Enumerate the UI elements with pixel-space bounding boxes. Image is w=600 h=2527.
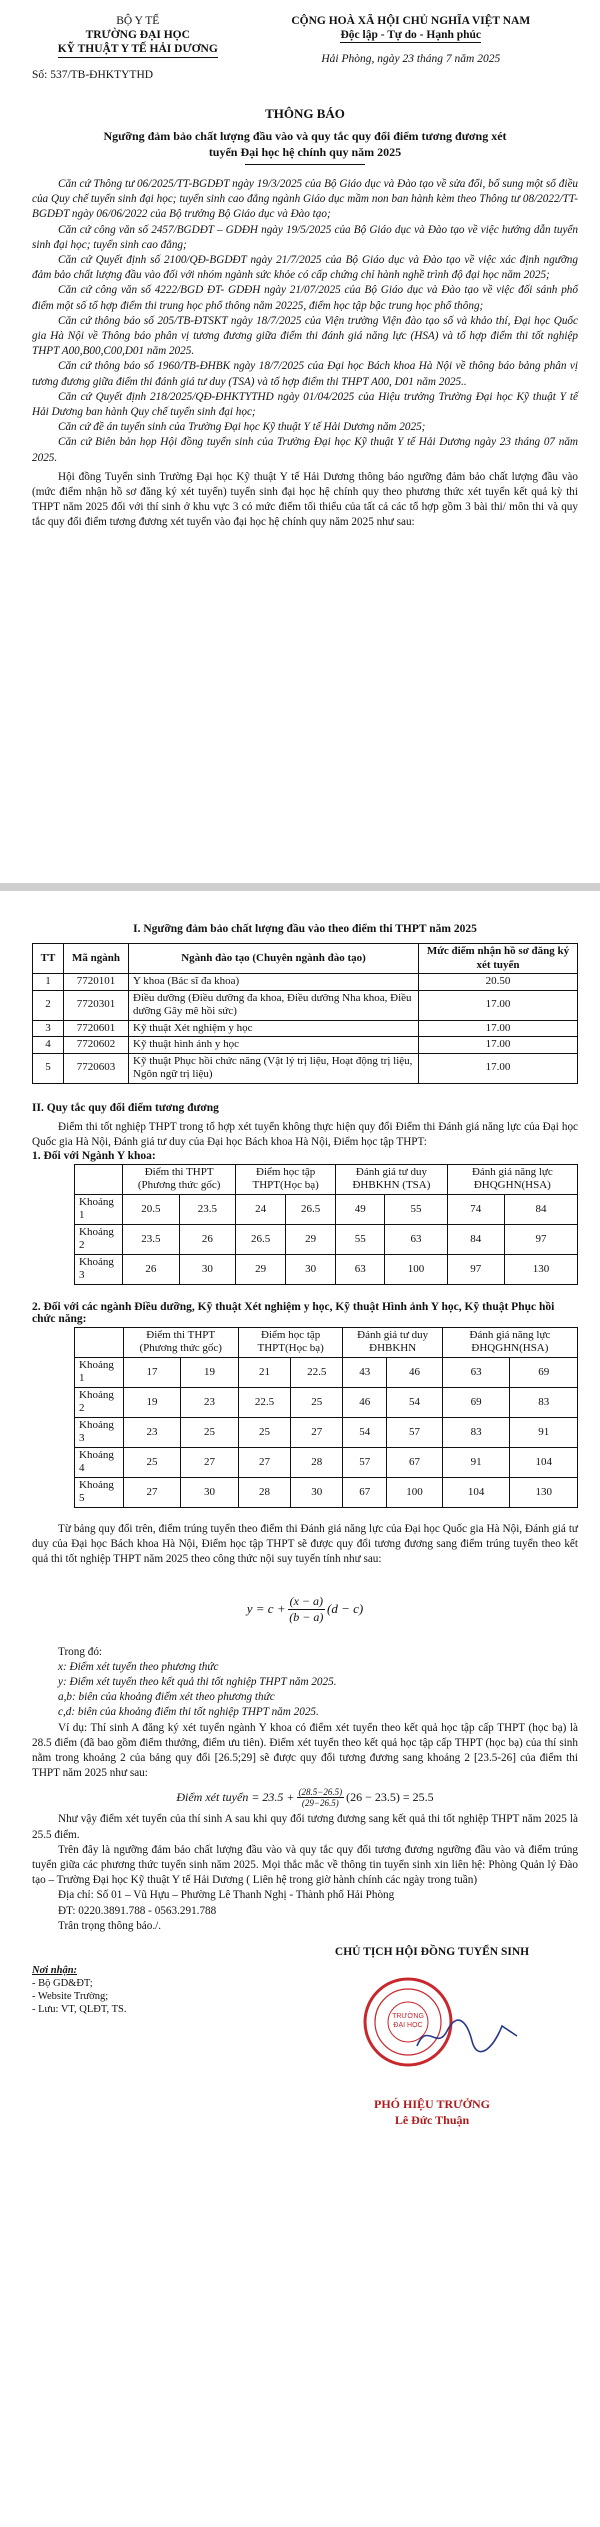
table-header-row [75, 1327, 578, 1357]
table-cell: 69 [510, 1357, 578, 1387]
table-cell: 63 [385, 1224, 448, 1254]
table-cell: 91 [442, 1447, 510, 1477]
header-cell: Đánh giá tư duy ĐHBKHN [343, 1327, 442, 1357]
table-cell: 97 [447, 1254, 504, 1284]
calc-denominator: (29−26.5) [301, 1798, 339, 1809]
formula-fraction [288, 1594, 325, 1625]
other-majors-conversion-table [74, 1327, 578, 1508]
table-cell: 7720602 [64, 1037, 129, 1054]
legal-basis [32, 177, 578, 466]
table-cell: Kỹ thuật Phục hồi chức năng (Vật lý trị liệu, Hoạt động trị liệu, Ngôn ngữ trị liệu) [129, 1053, 419, 1083]
table-cell: 23 [123, 1417, 181, 1447]
table-cell: 7720603 [64, 1053, 129, 1083]
table-cell: 91 [510, 1417, 578, 1447]
document-number: Số: 537/TB-ĐHKTYTHD [32, 69, 154, 81]
table-cell: 19 [123, 1387, 181, 1417]
document-header [32, 14, 578, 82]
table-cell: 67 [343, 1477, 387, 1507]
table-cell: 25 [181, 1417, 239, 1447]
recipient-item: - Bộ GD&ĐT; [32, 1977, 93, 1989]
signer-name: Lê Đức Thuận [394, 2112, 470, 2127]
table-cell: 23.5 [179, 1194, 235, 1224]
table-cell: 5 [33, 1053, 64, 1083]
table-cell: 57 [343, 1447, 387, 1477]
basis-item: Căn cứ thông báo số 1960/TB-ĐHBK ngày 18/7/2025 của Đại học Bách khoa Hà Nội về thông báo bảng phân vị tương đương giữa điểm thi đánh giá tư duy (TSA) và tổ hợp điểm thi THPT A00, D01 năm 2025.. [32, 360, 578, 388]
table-cell: 27 [181, 1447, 239, 1477]
basis-item: Căn cứ Quyết định số 2100/QĐ-BGDĐT ngày 21/7/2025 của Bộ Giáo dục và Đào tạo về việc xác định ngưỡng đảm bảo chất lượng đầu vào đối với nhóm ngành sức khỏe có cấp chứng chỉ hành nghề trình độ đại học năm 2025; [32, 254, 578, 282]
table-cell: 130 [510, 1477, 578, 1507]
interpolation-formula [32, 1594, 578, 1625]
table-row [75, 1254, 578, 1284]
table-cell: 57 [387, 1417, 443, 1447]
table-cell: 26.5 [286, 1194, 336, 1224]
table-cell: 30 [286, 1254, 336, 1284]
table-cell: 130 [504, 1254, 577, 1284]
table-row [75, 1477, 578, 1507]
medicine-subheading: 1. Đối với Ngành Y khoa: [32, 1149, 156, 1162]
notice-paragraph: Trên đây là ngưỡng đảm bảo chất lượng đầu vào và quy tắc quy đổi tương đương ngưỡng đầu vào và điểm trúng tuyển giữa các phương thức tuyển sinh năm 2025. Mọi thắc mắc về thông tin tuyển sinh xin liên hệ: Phòng Quản lý Đào tạo – Trường Đại học Kỹ thuật Y tế Hải Dương ( Liên hệ trong giờ hành chính các ngày trong tuần) [32, 1843, 578, 1887]
header-cell: Ngành đào tạo (Chuyên ngành đào tạo) [129, 944, 419, 974]
example-calculation [32, 1787, 578, 1808]
header-cell: Điểm thi THPT (Phương thức gốc) [123, 1164, 236, 1194]
recipients-block [32, 1964, 126, 2016]
table-row [75, 1417, 578, 1447]
table-cell: 49 [336, 1194, 385, 1224]
recipient-item: - Lưu: VT, QLĐT, TS. [32, 2003, 127, 2015]
calc-rhs: (26 − 23.5) = 25.5 [346, 1790, 434, 1805]
table-cell: Khoảng 3 [75, 1417, 124, 1447]
legend-item: c,d: biên của khoảng điểm thi tốt nghiệp THPT năm 2025. [58, 1706, 319, 1719]
table-cell: Điều dưỡng (Điều dưỡng đa khoa, Điều dưỡng Nha khoa, Điều dưỡng Gây mê hồi sức) [129, 990, 419, 1020]
table-cell: 24 [236, 1194, 286, 1224]
table-cell: 22.5 [291, 1357, 343, 1387]
document-subtitle: Ngưỡng đảm bảo chất lượng đầu vào và quy tắc quy đổi điểm tương đương xét tuyển Đại học hệ chính quy năm 2025 [103, 129, 507, 159]
table-row [75, 1387, 578, 1417]
table-cell: 23.5 [123, 1224, 179, 1254]
table-cell: 30 [181, 1477, 239, 1507]
table-cell: 74 [447, 1194, 504, 1224]
table-cell: 29 [236, 1254, 286, 1284]
table-cell: 28 [291, 1447, 343, 1477]
table-cell: 25 [123, 1447, 181, 1477]
table-cell: 25 [238, 1417, 290, 1447]
header-cell: Đánh giá năng lực ĐHQGHN(HSA) [447, 1164, 577, 1194]
table-cell: 4 [33, 1037, 64, 1054]
table-cell: 23 [181, 1387, 239, 1417]
table-row [33, 990, 578, 1020]
regards-line: Trân trọng thông báo./. [58, 1919, 162, 1932]
header-cell: Điểm thi THPT (Phương thức gốc) [123, 1327, 238, 1357]
table-cell: Kỹ thuật Xét nghiệm y học [129, 1020, 419, 1037]
issuer-block [32, 14, 244, 82]
table-cell: 22.5 [238, 1387, 290, 1417]
table-cell: 83 [510, 1387, 578, 1417]
recipient-item: - Website Trường; [32, 1990, 109, 2002]
ministry-name: BỘ Y TẾ [116, 15, 160, 27]
calc-numerator: (28.5−26.5) [298, 1787, 343, 1798]
table-cell: 104 [442, 1477, 510, 1507]
table-cell: 7720101 [64, 974, 129, 991]
table-cell: 25 [291, 1387, 343, 1417]
table-cell: 84 [504, 1194, 577, 1224]
calc-fraction [297, 1787, 345, 1808]
table-cell: 54 [343, 1417, 387, 1447]
table-cell: 67 [387, 1447, 443, 1477]
table-cell: 26.5 [236, 1224, 286, 1254]
table-cell: 21 [238, 1357, 290, 1387]
table-cell: Khoảng 1 [75, 1194, 123, 1224]
table-cell: 20.5 [123, 1194, 179, 1224]
table-row [33, 974, 578, 991]
formula-lhs: y = c + [246, 1601, 286, 1617]
table-cell: 17.00 [419, 1020, 578, 1037]
table-cell: 29 [286, 1224, 336, 1254]
table-cell: 27 [291, 1417, 343, 1447]
section2-paragraph: Điểm thi tốt nghiệp THPT trong tổ hợp xét tuyển không thực hiện quy đổi Điểm thi Đánh giá năng lực của Đại học Quốc gia Hà Nội, Đánh giá tư duy của Đại học Bách khoa Hà Nội, Điểm học tập THPT: [32, 1120, 578, 1148]
conversion-explanation: Từ bảng quy đổi trên, điểm trúng tuyển theo điểm thi Đánh giá năng lực của Đại học Quốc gia Hà Nội, Đánh giá tư duy của Đại học Bách khoa Hà Nội, Điểm học tập THPT sẽ được quy đổi tương đương sang điểm trúng tuyển theo kết quả thi tốt nghiệp THPT năm 2025 theo công thức nội suy tuyến tính như sau: [32, 1522, 578, 1566]
example-paragraph: Ví dụ: Thí sinh A đăng ký xét tuyển ngành Y khoa có điểm xét tuyển theo kết quả học tập cấp THPT (học bạ) là 28.5 điểm (đã bao gồm điểm thưởng, điểm ưu tiên). Điểm xét tuyển theo kết quả học tập cấp THPT (học bạ) của thí sinh nằm trong khoảng 2 của bảng quy đổi [26.5;29] sẽ được quy đổi tương đương sang khoảng 2 [23.5-26] của điểm thi THPT năm 2025 như sau: [32, 1721, 578, 1780]
table-cell: 19 [181, 1357, 239, 1387]
school-name-line2: KỸ THUẬT Y TẾ HẢI DƯƠNG [58, 42, 218, 58]
table-cell: 1 [33, 974, 64, 991]
table-cell: 63 [336, 1254, 385, 1284]
table-header-row [33, 944, 578, 974]
table-cell: 26 [179, 1224, 235, 1254]
table-cell: 83 [442, 1417, 510, 1447]
table-row [75, 1357, 578, 1387]
basis-item: Căn cứ Biên bản họp Hội đồng tuyển sinh của Trường Đại học Kỹ thuật Y tế Hải Dương ngày 23 tháng 07 năm 2025. [32, 436, 578, 464]
basis-item: Căn cứ công văn số 4222/BGD ĐT- GDĐH ngày 21/07/2025 của Bộ Giáo dục và Đào tạo về việc đối sánh phổ điểm một số tổ hợp điểm thi trung học phổ thông năm 20225, điểm học tập bậc trung học phổ thông; [32, 284, 578, 312]
place-date: Hải Phòng, ngày 23 tháng 7 năm 2025 [321, 53, 501, 65]
legend-item: x: Điểm xét tuyển theo phương thức [58, 1660, 219, 1673]
other-majors-subheading: 2. Đối với các ngành Điều dưỡng, Kỹ thuật Xét nghiệm y học, Kỹ thuật Hình ảnh Y học, Kỹ thuật Phục hồi chức năng: [32, 1300, 555, 1325]
national-motto: Độc lập - Tự do - Hạnh phúc [340, 29, 482, 41]
intro-paragraph: Hội đồng Tuyển sinh Trường Đại học Kỹ thuật Y tế Hải Dương thông báo ngưỡng đảm bảo chất lượng đầu vào (mức điểm nhận hồ sơ đăng ký xét tuyển) tuyển sinh đại học hệ chính quy theo phương thức xét tuyển kết quả kỳ thi THPT năm 2025 đối với thí sinh ở khu vực 3 có mức điểm tối thiểu của tất cả các tổ hợp gồm 3 bài thi/ môn thi và quy tắc quy đổi điểm tương đương xét tuyển vào đại học hệ chính quy năm 2025 như sau: [32, 470, 578, 529]
legend-item: y: Điểm xét tuyển theo kết quả thi tốt nghiệp THPT năm 2025. [58, 1675, 337, 1688]
table-cell: Khoảng 1 [75, 1357, 124, 1387]
legend-label: Trong đó: [58, 1645, 103, 1658]
table-cell: 26 [123, 1254, 179, 1284]
table-cell: Kỹ thuật hình ảnh y học [129, 1037, 419, 1054]
table-row [75, 1447, 578, 1477]
table-cell: 104 [510, 1447, 578, 1477]
table-row [75, 1194, 578, 1224]
signer-title: PHÓ HIỆU TRƯỞNG [373, 2096, 490, 2111]
table-cell: 28 [238, 1477, 290, 1507]
table-cell: 54 [387, 1387, 443, 1417]
table-cell: 55 [336, 1224, 385, 1254]
table-cell: 30 [291, 1477, 343, 1507]
table-cell: 20.50 [419, 974, 578, 991]
table-cell: Khoảng 3 [75, 1254, 123, 1284]
header-cell: Mã ngành [64, 944, 129, 974]
document-title: THÔNG BÁO [265, 106, 345, 121]
address-line: Địa chỉ: Số 01 – Vũ Hựu – Phường Lê Thanh Nghị - Thành phố Hải Phòng [58, 1889, 395, 1902]
table-cell: 2 [33, 990, 64, 1020]
table-cell: 84 [447, 1224, 504, 1254]
table-cell: 55 [385, 1194, 448, 1224]
national-header [244, 14, 578, 82]
committee-title: CHỦ TỊCH HỘI ĐỒNG TUYỂN SINH [334, 1945, 530, 1958]
table-cell: 27 [123, 1477, 181, 1507]
header-cell: Điểm học tập THPT(Học bạ) [236, 1164, 336, 1194]
calc-lhs: Điểm xét tuyển = 23.5 + [176, 1790, 295, 1805]
table-cell: Khoảng 2 [75, 1387, 124, 1417]
handwritten-signature [412, 2016, 522, 2056]
medicine-conversion-table [74, 1164, 578, 1285]
table-header-row [75, 1164, 578, 1194]
table-cell: 46 [387, 1357, 443, 1387]
table-cell: Khoảng 5 [75, 1477, 124, 1507]
table-cell: 43 [343, 1357, 387, 1387]
basis-item: Căn cứ Quyết định 218/2025/QĐ-ĐHKTYTHD ngày 01/04/2025 của Hiệu trưởng Trường Đại học Kỹ thuật Y tế Hải Dương ban hành Quy chế tuyển sinh đại học; [32, 390, 578, 419]
table-cell: 63 [442, 1357, 510, 1387]
table-cell: 17 [123, 1357, 181, 1387]
table-cell: 17.00 [419, 1037, 578, 1054]
signature-block [32, 1946, 578, 2176]
section2-heading: II. Quy tắc quy đổi điểm tương đương [32, 1101, 219, 1114]
basis-item: Căn cứ công văn số 2457/BGDĐT – GDĐH ngày 19/5/2025 của Bộ Giáo dục và Đào tạo về việc hướng dẫn tuyển sinh đại học; tuyển sinh cao đẳng; [32, 223, 578, 251]
page-2 [0, 883, 600, 2527]
formula-legend [32, 1645, 578, 1721]
table-cell: 7720601 [64, 1020, 129, 1037]
table-cell: 17.00 [419, 990, 578, 1020]
section1-heading: I. Ngưỡng đảm bảo chất lượng đầu vào theo điểm thi THPT năm 2025 [133, 923, 477, 935]
table-cell: 17.00 [419, 1053, 578, 1083]
table-row [33, 1037, 578, 1054]
formula-numerator: (x − a) [289, 1593, 324, 1608]
header-cell [75, 1164, 123, 1194]
basis-item: Căn cứ đề án tuyển sinh của Trường Đại học Kỹ thuật Y tế Hải Dương năm 2025; [58, 421, 426, 434]
phone-line: ĐT: 0220.3891.788 - 0563.291.788 [58, 1904, 217, 1917]
legend-item: a,b: biên của khoảng điểm xét theo phương thức [58, 1691, 275, 1704]
basis-item: Căn cứ Thông tư 06/2025/TT-BGDĐT ngày 19/3/2025 của Bộ Giáo dục và Đào tạo về sửa đổi, bổ sung một số điều của Quy chế tuyển sinh đại học; tuyển sinh cao đẳng ngành Giáo dục mầm non ban hành kèm theo Thông tư 08/2022/TT-BGDĐT ngày 06/06/2022 của Bộ trưởng Bộ Giáo dục và Đào tạo; [32, 178, 578, 221]
table-cell: 69 [442, 1387, 510, 1417]
table-row [33, 1053, 578, 1083]
title-rule [245, 164, 365, 165]
threshold-table [32, 943, 578, 1084]
table-cell: 100 [387, 1477, 443, 1507]
table-cell: Khoảng 4 [75, 1447, 124, 1477]
header-cell: Điểm học tập THPT(Học bạ) [238, 1327, 343, 1357]
table-cell: 97 [504, 1224, 577, 1254]
table-cell: 3 [33, 1020, 64, 1037]
formula-rhs: (d − c) [327, 1601, 364, 1617]
table-cell: 7720301 [64, 990, 129, 1020]
table-cell: Khoảng 2 [75, 1224, 123, 1254]
table-row [75, 1224, 578, 1254]
svg-text:ĐẠI HỌC: ĐẠI HỌC [393, 2021, 423, 2029]
school-name-line1: TRƯỜNG ĐẠI HỌC [85, 29, 190, 41]
signer-info [282, 2096, 582, 2128]
recipients-label: Nơi nhận: [32, 1964, 78, 1976]
table-cell: 100 [385, 1254, 448, 1284]
table-cell: 46 [343, 1387, 387, 1417]
header-cell: Mức điểm nhận hồ sơ đăng ký xét tuyển [419, 944, 578, 974]
table-cell: 30 [179, 1254, 235, 1284]
header-cell: TT [33, 944, 64, 974]
table-cell: 27 [238, 1447, 290, 1477]
svg-text:TRƯỜNG: TRƯỜNG [392, 2012, 424, 2020]
header-cell: Đánh giá tư duy ĐHBKHN (TSA) [336, 1164, 447, 1194]
country-name: CỘNG HOÀ XÃ HỘI CHỦ NGHĨA VIỆT NAM [291, 15, 531, 27]
result-paragraph: Như vậy điểm xét tuyển của thí sinh A sau khi quy đổi tương đương sang kết quả thi tốt nghiệp THPT năm 2025 là 25.5 điểm. [32, 1813, 578, 1841]
header-cell: Đánh giá năng lực ĐHQGHN(HSA) [442, 1327, 577, 1357]
formula-denominator: (b − a) [289, 1609, 324, 1624]
header-cell [75, 1327, 124, 1357]
basis-item: Căn cứ thông báo số 205/TB-ĐTSKT ngày 18/7/2025 của Viện trường Viện đào tạo số và khảo thí, Đại học Quốc gia Hà Nội về Thông báo phân vị tương đương giữa điểm thi đánh giá năng lực (HSA) và tổ hợp điểm thi tốt nghiệp THPT A00,B00,C00,D01 năm 2025. [32, 314, 578, 358]
table-row [33, 1020, 578, 1037]
table-cell: Y khoa (Bác sĩ đa khoa) [129, 974, 419, 991]
page-1 [0, 0, 600, 883]
